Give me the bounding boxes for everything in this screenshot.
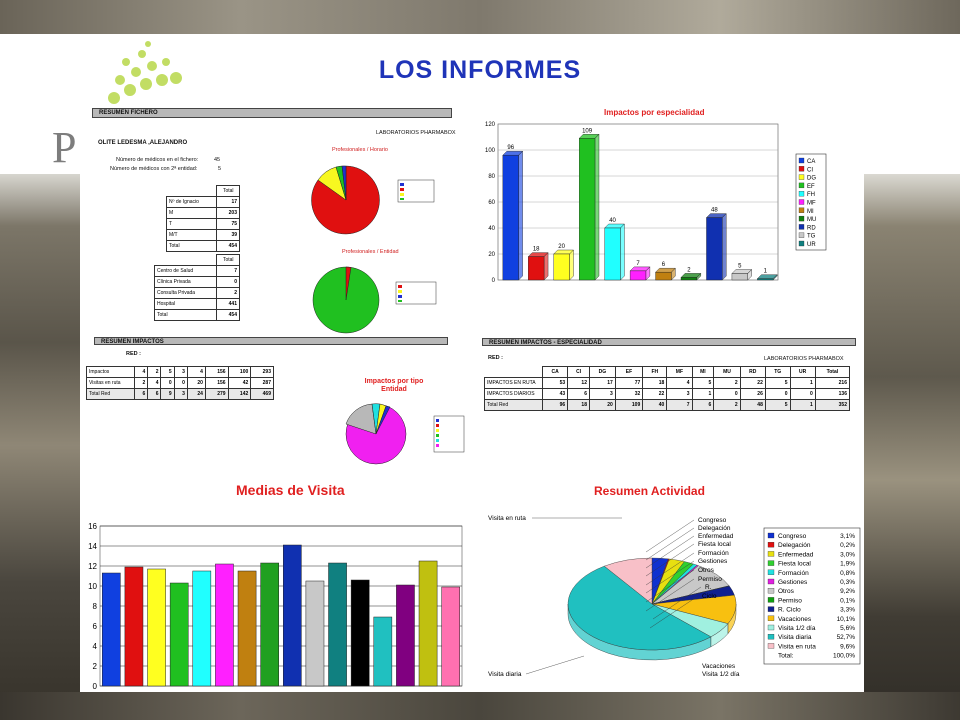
red-label: RED : (126, 351, 141, 357)
pie-entidad-title: Profesionales / Entidad (342, 249, 399, 255)
y-tick-label: 80 (488, 174, 495, 180)
bar (283, 545, 301, 686)
row-label: Hospital (155, 299, 217, 310)
legend-value: 3,1% (840, 533, 855, 540)
slide-title: LOS INFORMES (378, 56, 582, 84)
row-value: 48 (740, 400, 765, 411)
row-value: 441 (217, 299, 240, 310)
row-value: 77 (615, 378, 643, 389)
column-header: RD (740, 367, 765, 378)
row-value: 2 (217, 288, 240, 299)
horario-table (166, 185, 240, 252)
bar (170, 583, 188, 686)
row-label: T (167, 219, 217, 230)
chart-title-medias: Medias de Visita (236, 482, 345, 498)
legend-value: 1,9% (840, 560, 855, 568)
row-value: 469 (251, 389, 274, 400)
row-value: 6 (135, 389, 148, 400)
legend-label: Vacaciones (778, 615, 812, 623)
y-tick-label: 100 (484, 148, 495, 154)
callout-label: R. (705, 584, 712, 591)
legend-swatch (799, 175, 804, 180)
data-label: 6 (661, 262, 666, 269)
row-value: 2 (714, 400, 740, 411)
row-value: 2 (135, 378, 148, 389)
column-header: MF (667, 367, 692, 378)
table-row (167, 241, 240, 252)
row-value: 5 (765, 378, 790, 389)
legend-label: Otros (778, 588, 794, 596)
row-value: 136 (815, 389, 849, 400)
callout-label: Delegación (698, 525, 731, 532)
y-tick-label: 6 (92, 622, 97, 631)
row-value: 4 (135, 367, 148, 378)
data-label: 1 (763, 268, 767, 275)
resumen-fichero-header: RESUMEN FICHERO (92, 108, 452, 118)
y-tick-label: 12 (88, 562, 97, 571)
callout-label: Permiso (698, 576, 722, 583)
callout-label: Otros (698, 567, 714, 574)
y-tick-label: 14 (88, 542, 97, 551)
table-row (485, 389, 850, 400)
legend-label: MU (807, 217, 817, 224)
column-header: EF (615, 367, 643, 378)
column-header: TG (765, 367, 790, 378)
medicos-2-label: Número de médicos con 2ª entidad: (110, 166, 198, 172)
column-header: DG (589, 367, 615, 378)
row-value: 24 (187, 389, 205, 400)
legend-label: MI (807, 208, 814, 215)
row-value: 17 (589, 378, 615, 389)
chart-medias-visita (80, 516, 470, 692)
bar-side (595, 134, 599, 280)
callout-line (526, 656, 584, 674)
row-value: 75 (217, 219, 240, 230)
row-value: 3 (667, 389, 692, 400)
bar (757, 279, 773, 280)
background-top (0, 0, 960, 34)
bar (732, 274, 748, 281)
chart-title-especialidad: Impactos por especialidad (604, 108, 705, 117)
callout-label: Congreso (698, 517, 727, 524)
data-label: 7 (636, 260, 640, 267)
bar (148, 569, 166, 686)
row-value: 7 (667, 400, 692, 411)
table-row (155, 288, 240, 299)
legend-value: 3,3% (840, 606, 855, 614)
bar (554, 254, 570, 280)
row-value: 3 (589, 389, 615, 400)
row-label: Total (167, 241, 217, 252)
legend-value: 10,1% (836, 615, 855, 623)
bar (351, 580, 369, 686)
impactos-table (86, 366, 274, 400)
row-value: 1 (790, 400, 815, 411)
data-label: 48 (711, 207, 718, 214)
legend-swatch (799, 216, 804, 221)
row-value: 18 (568, 400, 590, 411)
legend-swatch (768, 579, 774, 584)
report-document (80, 104, 864, 692)
legend-value: 5,6% (840, 625, 855, 632)
pie-tipo-entidad (330, 394, 470, 474)
row-value: 0 (161, 378, 174, 389)
table-row (155, 310, 240, 321)
bar (238, 571, 256, 686)
bar (419, 561, 437, 686)
especialidad-table (484, 366, 850, 411)
row-value: 20 (187, 378, 205, 389)
lab-name: LABORATORIOS PHARMABOX (376, 130, 456, 136)
legend-swatch (799, 183, 804, 188)
data-label: 5 (738, 263, 742, 270)
row-label: Visitas en ruta (87, 378, 135, 389)
table-row (485, 400, 850, 411)
legend-label: Permiso (778, 597, 802, 605)
row-value: 2 (148, 367, 161, 378)
row-value: 42 (228, 378, 251, 389)
table-row (485, 378, 850, 389)
row-value: 3 (174, 389, 187, 400)
bar (125, 567, 143, 686)
row-label: Impactos (87, 367, 135, 378)
legend-label: Visita diaria (778, 634, 812, 642)
legend-swatch (768, 607, 774, 612)
bar (261, 563, 279, 686)
legend-swatch (768, 597, 774, 602)
bar (396, 585, 414, 686)
medicos-value: 45 (214, 157, 221, 163)
chart-title-actividad: Resumen Actividad (594, 484, 705, 498)
legend-label: MF (807, 200, 816, 207)
row-label: IMPACTOS EN RUTA (485, 378, 543, 389)
legend-swatch (768, 643, 774, 648)
legend-swatch (799, 166, 804, 171)
legend-swatch (768, 561, 774, 566)
row-value: 0 (765, 389, 790, 400)
y-tick-label: 0 (491, 278, 495, 284)
row-value: 293 (251, 367, 274, 378)
bar (681, 277, 697, 280)
legend-swatch (768, 634, 774, 639)
legend-label: TG (807, 233, 816, 240)
legend-label: FH (807, 192, 815, 199)
row-label: Clínica Privada (155, 277, 217, 288)
column-header: Total (815, 367, 849, 378)
row-value: 17 (217, 197, 240, 208)
legend-value: 0,8% (840, 569, 855, 577)
callout-label: Visita 1/2 día (702, 671, 740, 678)
y-tick-label: 0 (92, 682, 97, 691)
callout-label: Visita diaria (488, 671, 522, 678)
legend-swatch (768, 616, 774, 621)
row-value: 100 (228, 367, 251, 378)
row-value: 20 (589, 400, 615, 411)
legend-value: 9,6% (840, 643, 855, 651)
legend-swatch (768, 588, 774, 593)
column-header: MI (692, 367, 714, 378)
chart-resumen-actividad (484, 508, 864, 692)
legend-swatch (799, 208, 804, 213)
bar (656, 272, 672, 280)
legend-label: RD (807, 225, 816, 232)
y-tick-label: 120 (484, 122, 495, 128)
legend-label: Fiesta local (778, 560, 811, 568)
y-tick-label: 2 (92, 662, 97, 671)
row-value: 6 (692, 400, 714, 411)
table-row (87, 389, 274, 400)
data-label: 96 (507, 145, 515, 152)
row-value: 9 (161, 389, 174, 400)
table-row (167, 230, 240, 241)
legend-swatch (799, 241, 804, 246)
row-value: 156 (205, 378, 228, 389)
y-tick-label: 20 (488, 252, 495, 258)
row-value: 22 (643, 389, 667, 400)
row-value: 4 (187, 367, 205, 378)
table-header-row (485, 367, 850, 378)
legend-swatch (799, 233, 804, 238)
callout-label: Fiesta local (698, 541, 731, 548)
legend-label: Gestiones (778, 579, 808, 586)
table-row (155, 277, 240, 288)
legend-label: Visita en ruta (778, 643, 816, 651)
row-value: 454 (217, 310, 240, 321)
data-label: 20 (558, 244, 565, 250)
callout-label: Formación (698, 550, 729, 557)
legend-value: 52,7% (836, 634, 855, 642)
row-value: 40 (643, 400, 667, 411)
medicos-label: Número de médicos en el fichero: (116, 157, 199, 163)
legend-label: DG (807, 175, 816, 182)
row-value: 4 (148, 378, 161, 389)
legend-swatch (799, 158, 804, 163)
y-tick-label: 8 (92, 602, 97, 611)
row-value: 0 (174, 378, 187, 389)
row-value: 1 (790, 378, 815, 389)
callout-line (646, 520, 694, 552)
table-row (155, 266, 240, 277)
callout-label: Gestiones (698, 558, 728, 565)
bar (329, 563, 347, 686)
column-header: UR (790, 367, 815, 378)
callout-label: Vacaciones (702, 663, 736, 670)
row-label: Centro de Salud (155, 266, 217, 277)
row-label: M (167, 208, 217, 219)
table-row (87, 367, 274, 378)
y-tick-label: 40 (488, 226, 495, 232)
legend-swatch (768, 625, 774, 630)
bar (579, 138, 595, 280)
legend-label: Visita 1/2 día (778, 625, 816, 632)
pie-horario (292, 158, 452, 238)
legend-label: CI (807, 167, 813, 174)
table-row (167, 219, 240, 230)
row-label: Total Red (485, 400, 543, 411)
row-value: 53 (543, 378, 568, 389)
legend-total-value: 100,0% (832, 652, 855, 660)
legend-label: CA (807, 159, 816, 165)
row-value: 5 (765, 400, 790, 411)
row-label: M/T (167, 230, 217, 241)
legend-value: 0,1% (840, 597, 855, 605)
row-value: 6 (148, 389, 161, 400)
legend-label: Enfermedad (778, 551, 814, 559)
bar (706, 218, 722, 280)
logo-letter: P (52, 123, 77, 172)
row-value: 26 (740, 389, 765, 400)
bar (193, 571, 211, 686)
bar-side (570, 250, 574, 280)
data-label: 40 (609, 218, 616, 224)
legend-label: UR (807, 242, 816, 248)
row-label: Nº de Ignacio (167, 197, 217, 208)
row-value: 2 (714, 378, 740, 389)
bar (503, 155, 519, 280)
row-value: 454 (217, 241, 240, 252)
bar (102, 573, 120, 686)
row-value: 5 (161, 367, 174, 378)
row-value: 352 (815, 400, 849, 411)
row-value: 0 (217, 277, 240, 288)
column-header: CA (543, 367, 568, 378)
callout-label: Ciclo (702, 593, 717, 600)
legend-swatch (768, 533, 774, 538)
legend-swatch (768, 542, 774, 547)
resumen-especialidad-header: RESUMEN IMPACTOS - ESPECIALIDAD (482, 338, 856, 346)
callout-label: Visita en ruta (488, 515, 526, 522)
column-header: MU (714, 367, 740, 378)
row-value: 39 (217, 230, 240, 241)
callout-line (646, 528, 694, 560)
row-value: 0 (790, 389, 815, 400)
y-tick-label: 4 (92, 642, 97, 651)
bar-side (544, 253, 548, 280)
row-value: 12 (568, 378, 590, 389)
row-value: 22 (740, 378, 765, 389)
background-bottom (0, 692, 960, 720)
resumen-impactos-header: RESUMEN IMPACTOS (94, 337, 448, 345)
legend-swatch (799, 191, 804, 196)
bar-side (620, 224, 624, 280)
legend-swatch (768, 570, 774, 575)
row-value: 216 (815, 378, 849, 389)
row-value: 7 (217, 266, 240, 277)
y-tick-label: 16 (88, 522, 97, 531)
row-value: 279 (205, 389, 228, 400)
chart-especialidad (480, 120, 864, 296)
row-label: Total Red (87, 389, 135, 400)
row-label: IMPACTOS DIARIOS (485, 389, 543, 400)
legend-label: Delegación (778, 542, 811, 550)
legend-value: 9,2% (840, 588, 855, 596)
bar-side (519, 151, 523, 280)
bar-side (722, 214, 726, 280)
entidad-table (154, 254, 240, 321)
legend-value: 0,3% (840, 579, 855, 586)
right-header-area (864, 34, 960, 174)
y-tick-label: 60 (488, 200, 495, 206)
bar (306, 581, 324, 686)
pie-horario-title: Profesionales / Horario (332, 147, 388, 153)
red-label: RED : (488, 355, 503, 361)
bar (528, 257, 544, 280)
legend-label: Congreso (778, 533, 807, 540)
table-row (87, 378, 274, 389)
row-value: 32 (615, 389, 643, 400)
row-value: 142 (228, 389, 251, 400)
bar (630, 271, 646, 280)
data-label: 2 (687, 267, 691, 274)
row-value: 6 (568, 389, 590, 400)
y-tick-label: 10 (88, 582, 97, 591)
bar (605, 228, 621, 280)
legend-swatch (799, 200, 804, 205)
row-value: 1 (692, 389, 714, 400)
row-value: 5 (692, 378, 714, 389)
row-label: Consulta Privada (155, 288, 217, 299)
table-row (155, 299, 240, 310)
data-label: 109 (582, 128, 593, 135)
bar (215, 564, 233, 686)
doctor-name: OLITE LEDESMA ,ALEJANDRO (98, 140, 188, 146)
legend-swatch (799, 224, 804, 229)
legend-value: 3,0% (840, 551, 855, 559)
pie-entidad (292, 264, 452, 336)
column-header: CI (568, 367, 590, 378)
row-value: 203 (217, 208, 240, 219)
row-value: 109 (615, 400, 643, 411)
table-header: Total (217, 255, 240, 266)
callout-label: Enfermedad (698, 533, 734, 540)
legend-value: 0,2% (840, 542, 855, 550)
row-value: 43 (543, 389, 568, 400)
lab-name: LABORATORIOS PHARMABOX (764, 356, 844, 362)
row-value: 4 (667, 378, 692, 389)
row-value: 156 (205, 367, 228, 378)
row-label: Total (155, 310, 217, 321)
data-label: 18 (532, 246, 540, 253)
legend-label: R. Ciclo (778, 606, 801, 614)
row-value: 18 (643, 378, 667, 389)
legend-total-label: Total: (778, 652, 794, 660)
table-header: Total (217, 186, 240, 197)
row-value: 287 (251, 378, 274, 389)
legend-swatch (768, 551, 774, 556)
bar (374, 617, 392, 686)
row-value: 96 (543, 400, 568, 411)
pie-tipo-entidad-title: Impactos por tipo Entidad (364, 378, 424, 393)
medicos-2-value: 5 (218, 166, 222, 172)
column-header: FH (643, 367, 667, 378)
table-row (167, 197, 240, 208)
row-value: 3 (174, 367, 187, 378)
table-row (167, 208, 240, 219)
legend-label: Formación (778, 569, 809, 577)
legend-label: EF (807, 183, 815, 190)
row-value: 0 (714, 389, 740, 400)
bar (442, 587, 460, 686)
